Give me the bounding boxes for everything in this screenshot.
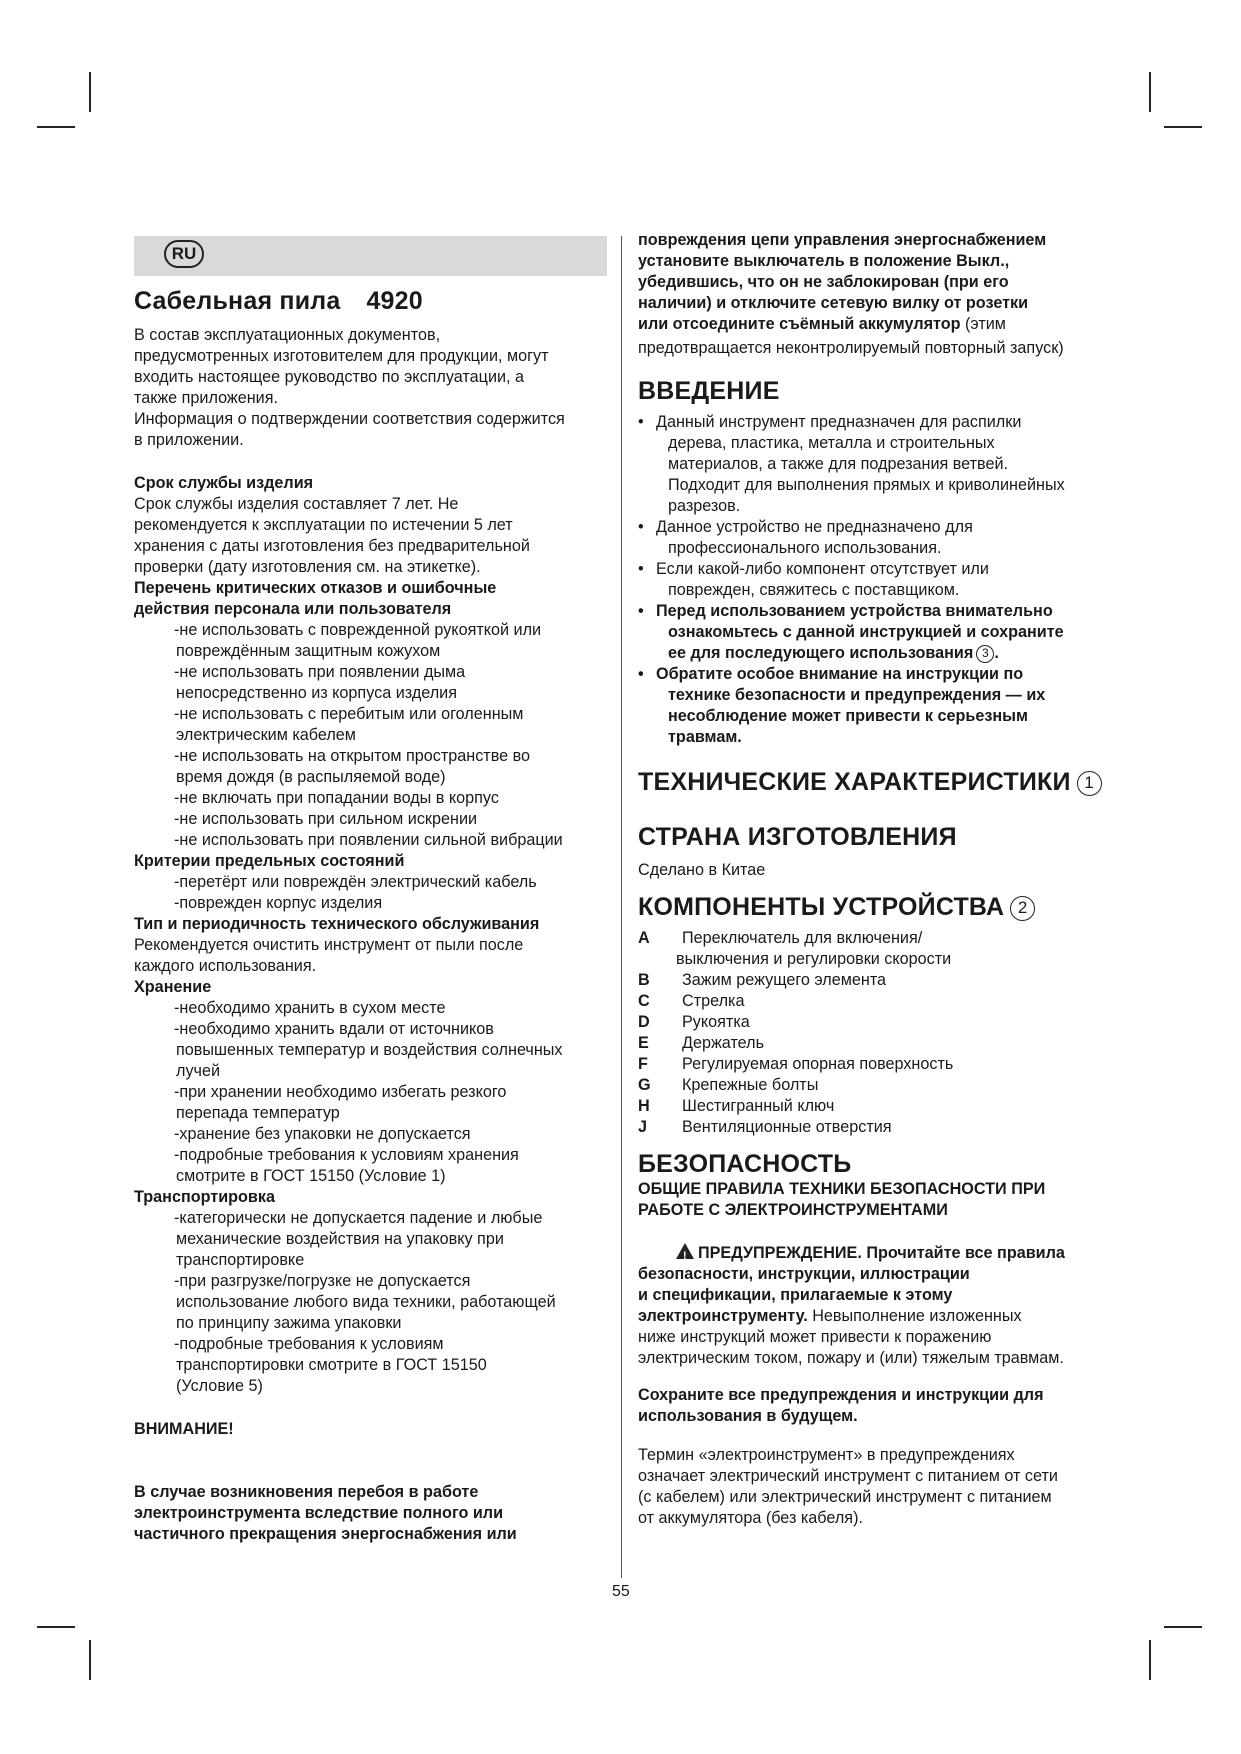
term-definition: Термин «электроинструмент» в предупреждениях bbox=[638, 1446, 1015, 1464]
component-item bbox=[638, 1054, 1118, 1075]
maintenance-line: каждого использования. bbox=[134, 957, 317, 975]
component-label: Зажим режущего элемента bbox=[682, 971, 887, 989]
limit-state-item: -поврежден корпус изделия bbox=[174, 894, 383, 912]
bullet-dot: • bbox=[638, 665, 644, 683]
failure-item: повреждённым защитным кожухом bbox=[176, 642, 441, 660]
service-life-line: Срок службы изделия составляет 7 лет. Не bbox=[134, 495, 459, 513]
maintenance-heading: Тип и периодичность технического обслуживания bbox=[134, 915, 540, 933]
failure-item: непосредственно из корпуса изделия bbox=[176, 684, 457, 702]
bullet-text: Обратите особое внимание на инструкции по bbox=[656, 665, 1024, 683]
component-item bbox=[638, 1075, 1118, 1096]
component-key: G bbox=[638, 1076, 651, 1094]
component-label: Регулируемая опорная поверхность bbox=[682, 1055, 954, 1073]
component-key bbox=[638, 949, 676, 970]
attention-heading: ВНИМАНИЕ! bbox=[134, 1420, 234, 1438]
warning-text-normal: Невыполнение изложенных bbox=[807, 1307, 1022, 1325]
storage-item: перепада температур bbox=[176, 1104, 340, 1122]
warning-line bbox=[638, 1306, 1118, 1327]
bullet-dot: • bbox=[638, 560, 644, 578]
intro-section-heading: ВВЕДЕНИЕ bbox=[638, 377, 780, 405]
transport-item: (Условие 5) bbox=[176, 1377, 263, 1395]
intro-line: В состав эксплуатационных документов, bbox=[134, 326, 441, 344]
power-outage-line: наличии) и отключите сетевую вилку от розетки bbox=[638, 294, 1029, 312]
transport-item: -при разгрузке/погрузке не допускается bbox=[174, 1272, 471, 1290]
safety-subheading: ОБЩИЕ ПРАВИЛА ТЕХНИКИ БЕЗОПАСНОСТИ ПРИ bbox=[638, 1180, 1046, 1198]
figure-ref-3: 3 bbox=[976, 645, 994, 663]
specs-heading-text: ТЕХНИЧЕСКИЕ ХАРАКТЕРИСТИКИ bbox=[638, 768, 1071, 796]
power-outage-line: установите выключатель в положение Выкл., bbox=[638, 252, 1010, 270]
component-item bbox=[638, 991, 1118, 1012]
specs-heading bbox=[638, 768, 1118, 797]
crop-mark bbox=[1149, 72, 1151, 112]
safety-subheading: РАБОТЕ С ЭЛЕКТРОИНСТРУМЕНТАМИ bbox=[638, 1201, 948, 1219]
figure-ref-2: 2 bbox=[1010, 896, 1035, 921]
transport-item: -категорически не допускается падение и любые bbox=[174, 1209, 543, 1227]
right-column bbox=[638, 230, 1118, 1529]
power-outage-normal: (этим bbox=[960, 315, 1006, 333]
transport-item: механические воздействия на упаковку при bbox=[176, 1230, 504, 1248]
bullet-text-part: ее для последующего использования bbox=[668, 644, 974, 662]
term-definition: означает электрический инструмент с питанием от сети bbox=[638, 1467, 1058, 1485]
service-life-heading: Срок службы изделия bbox=[134, 474, 314, 492]
component-key: F bbox=[638, 1055, 648, 1073]
failures-heading: Перечень критических отказов и ошибочные bbox=[134, 579, 497, 597]
component-key: E bbox=[638, 1034, 649, 1052]
language-badge: RU bbox=[164, 240, 204, 268]
storage-item: -необходимо хранить вдали от источников bbox=[174, 1020, 494, 1038]
component-label: Вентиляционные отверстия bbox=[682, 1118, 892, 1136]
maintenance-line: Рекомендуется очистить инструмент от пыли после bbox=[134, 936, 524, 954]
storage-item: -хранение без упаковки не допускается bbox=[174, 1125, 471, 1143]
failure-item: -не использовать при появлении сильной вибрации bbox=[174, 831, 563, 849]
component-item bbox=[638, 1117, 1118, 1138]
bullet-text: профессионального использования. bbox=[668, 539, 942, 557]
term-definition: от аккумулятора (без кабеля). bbox=[638, 1509, 863, 1527]
component-key: H bbox=[638, 1097, 650, 1115]
failure-item: -не использовать при появлении дыма bbox=[174, 663, 466, 681]
model-number: 4920 bbox=[366, 287, 423, 315]
failure-item: время дождя (в распыляемой воде) bbox=[176, 768, 446, 786]
power-outage-line: В случае возникновения перебоя в работе bbox=[134, 1483, 479, 1501]
storage-item: -подробные требования к условиям хранения bbox=[174, 1146, 519, 1164]
bullet-item bbox=[638, 412, 1118, 517]
bullet-text: разрезов. bbox=[668, 497, 741, 515]
component-key: A bbox=[638, 929, 650, 947]
product-name: Сабельная пила bbox=[134, 287, 341, 315]
failure-item: электрическим кабелем bbox=[176, 726, 356, 744]
safety-heading: БЕЗОПАСНОСТЬ bbox=[638, 1150, 852, 1178]
component-label: Переключатель для включения/ bbox=[682, 929, 923, 947]
crop-mark bbox=[1164, 126, 1202, 128]
failure-item: -не использовать при сильном искрении bbox=[174, 810, 478, 828]
bullet-text: технике безопасности и предупреждения — их bbox=[668, 686, 1046, 704]
language-bar bbox=[134, 236, 607, 276]
country-text: Сделано в Китае bbox=[638, 861, 766, 879]
page-title bbox=[134, 287, 423, 316]
crop-mark bbox=[37, 1626, 75, 1628]
warning-line: и спецификации, прилагаемые к этому bbox=[638, 1286, 953, 1304]
crop-mark bbox=[89, 1640, 91, 1680]
crop-mark bbox=[37, 126, 75, 128]
figure-ref-1: 1 bbox=[1077, 771, 1102, 796]
transport-item: использование любого вида техники, работающей bbox=[176, 1293, 556, 1311]
failure-item: -не включать при попадании воды в корпус bbox=[174, 789, 499, 807]
term-definition: (с кабелем) или электрический инструмент с питанием bbox=[638, 1488, 1052, 1506]
storage-item: -при хранении необходимо избегать резкого bbox=[174, 1083, 507, 1101]
bullet-text: Перед использованием устройства внимательно bbox=[656, 602, 1053, 620]
transport-heading: Транспортировка bbox=[134, 1188, 275, 1206]
transport-item: транспортировки смотрите в ГОСТ 15150 bbox=[176, 1356, 487, 1374]
failure-item: -не использовать с перебитым или оголенным bbox=[174, 705, 524, 723]
warning-line: электрическим током, пожару и (или) тяжелым травмам. bbox=[638, 1349, 1064, 1367]
crop-mark bbox=[1149, 1640, 1151, 1680]
column-divider bbox=[621, 236, 622, 1578]
failure-item: -не использовать на открытом пространстве во bbox=[174, 747, 531, 765]
component-item bbox=[638, 970, 1118, 991]
bullet-text: ознакомьтесь с данной инструкцией и сохраните bbox=[668, 623, 1064, 641]
transport-item: по принципу зажима упаковки bbox=[176, 1314, 402, 1332]
components-heading bbox=[638, 893, 1118, 922]
storage-item: смотрите в ГОСТ 15150 (Условие 1) bbox=[176, 1167, 446, 1185]
failure-item: -не использовать с поврежденной рукояткой или bbox=[174, 621, 542, 639]
bullet-dot: • bbox=[638, 413, 644, 431]
warning-line: ниже инструкций может привести к поражению bbox=[638, 1328, 992, 1346]
keep-instructions: Сохраните все предупреждения и инструкции для bbox=[638, 1386, 1044, 1404]
bullet-item bbox=[638, 664, 1118, 748]
limit-states-heading: Критерии предельных состояний bbox=[134, 852, 405, 870]
warning-icon bbox=[676, 1243, 694, 1259]
service-life-line: рекомендуется к эксплуатации по истечении 5 лет bbox=[134, 516, 513, 534]
bullet-text: Если какой-либо компонент отсутствует или bbox=[656, 560, 989, 578]
transport-item: -подробные требования к условиям bbox=[174, 1335, 444, 1353]
keep-instructions: использования в будущем. bbox=[638, 1407, 858, 1425]
crop-mark bbox=[89, 72, 91, 112]
service-life-line: хранения с даты изготовления без предварительной bbox=[134, 537, 530, 555]
power-outage-tail: предотвращается неконтролируемый повторный запуск) bbox=[638, 339, 1064, 357]
bullet-text: поврежден, свяжитесь с поставщиком. bbox=[668, 581, 960, 599]
failures-heading: действия персонала или пользователя bbox=[134, 600, 452, 618]
power-outage-line: повреждения цепи управления энергоснабжением bbox=[638, 231, 1047, 249]
component-item bbox=[638, 928, 1118, 949]
warning-line: безопасности, инструкции, иллюстрации bbox=[638, 1265, 970, 1283]
component-item bbox=[638, 949, 1118, 970]
component-item bbox=[638, 1096, 1118, 1117]
warning-text: ПРЕДУПРЕЖДЕНИЕ. Прочитайте все правила bbox=[698, 1244, 1065, 1262]
limit-state-item: -перетёрт или повреждён электрический кабель bbox=[174, 873, 537, 891]
component-label: выключения и регулировки скорости bbox=[676, 950, 952, 968]
crop-mark bbox=[1164, 1626, 1202, 1628]
component-item bbox=[638, 1012, 1118, 1033]
intro-line: также приложения. bbox=[134, 389, 278, 407]
bullet-dot: • bbox=[638, 518, 644, 536]
power-outage-line: частичного прекращения энергоснабжения или bbox=[134, 1525, 517, 1543]
component-key: J bbox=[638, 1118, 648, 1136]
warning-line bbox=[638, 1243, 1118, 1264]
bullet-dot: • bbox=[638, 602, 644, 620]
intro-line: в приложении. bbox=[134, 431, 244, 449]
component-label: Крепежные болты bbox=[682, 1076, 819, 1094]
component-label: Рукоятка bbox=[682, 1013, 750, 1031]
component-item bbox=[638, 1033, 1118, 1054]
component-label: Стрелка bbox=[682, 992, 745, 1010]
bullet-text: Данный инструмент предназначен для распилки bbox=[656, 413, 1022, 431]
power-outage-line: убедившись, что он не заблокирован (при его bbox=[638, 273, 1009, 291]
bullet-text: ее для последующего использования 3 . bbox=[668, 644, 999, 662]
bullet-text: Данное устройство не предназначено для bbox=[656, 518, 973, 536]
bullet-item bbox=[638, 517, 1118, 559]
power-outage-line bbox=[638, 314, 1118, 335]
intro-line: предусмотренных изготовителем для продукции, могут bbox=[134, 347, 549, 365]
bullet-text: материалов, а также для подрезания ветвей. bbox=[668, 455, 1009, 473]
power-outage-bold: или отсоедините съёмный аккумулятор bbox=[638, 315, 961, 333]
warning-text-bold: электроинструменту. bbox=[638, 1307, 808, 1325]
bullet-item bbox=[638, 601, 1118, 664]
component-label: Шестигранный ключ bbox=[682, 1097, 835, 1115]
bullet-text: несоблюдение может привести к серьезным bbox=[668, 707, 1028, 725]
storage-item: -необходимо хранить в сухом месте bbox=[174, 999, 446, 1017]
component-key: C bbox=[638, 992, 650, 1010]
service-life-line: проверки (дату изготовления см. на этикетке). bbox=[134, 558, 481, 576]
country-heading: СТРАНА ИЗГОТОВЛЕНИЯ bbox=[638, 823, 957, 851]
left-column bbox=[134, 325, 609, 1545]
power-outage-line: электроинструмента вследствие полного или bbox=[134, 1504, 504, 1522]
page-number: 55 bbox=[612, 1583, 630, 1600]
component-key: B bbox=[638, 971, 650, 989]
storage-item: лучей bbox=[176, 1062, 221, 1080]
bullet-text: дерева, пластика, металла и строительных bbox=[668, 434, 995, 452]
bullet-text: Подходит для выполнения прямых и криволинейных bbox=[668, 476, 1065, 494]
component-label: Держатель bbox=[682, 1034, 765, 1052]
transport-item: транспортировке bbox=[176, 1251, 305, 1269]
intro-line: Информация о подтверждении соответствия содержится bbox=[134, 410, 565, 428]
component-key: D bbox=[638, 1013, 650, 1031]
intro-line: входить настоящее руководство по эксплуатации, а bbox=[134, 368, 525, 386]
storage-heading: Хранение bbox=[134, 978, 212, 996]
components-heading-text: КОМПОНЕНТЫ УСТРОЙСТВА bbox=[638, 893, 1005, 921]
storage-item: повышенных температур и воздействия солнечных bbox=[176, 1041, 563, 1059]
bullet-item bbox=[638, 559, 1118, 601]
bullet-text: травмам. bbox=[668, 728, 742, 746]
